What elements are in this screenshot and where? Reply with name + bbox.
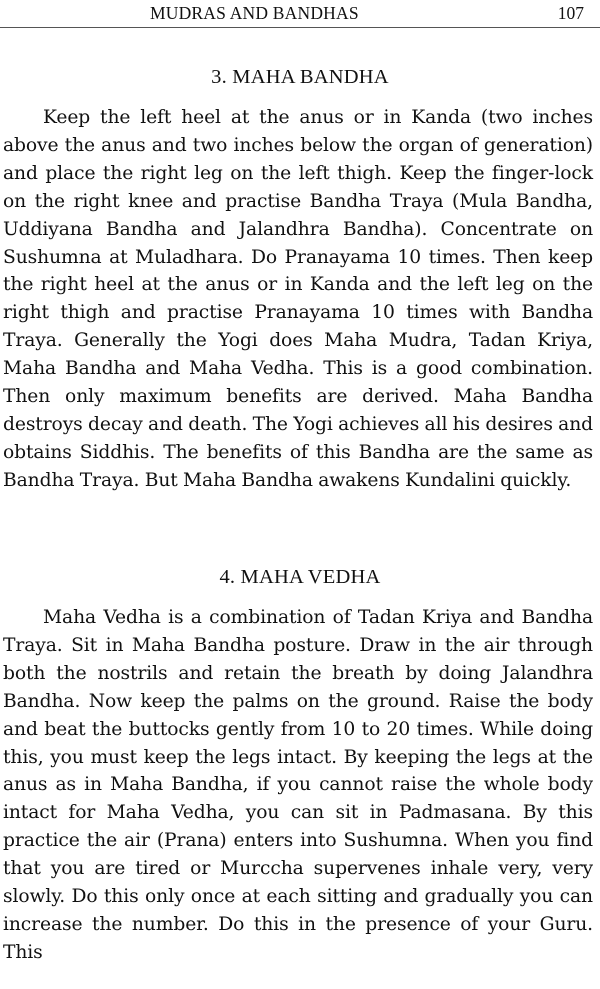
page-number: 107 bbox=[557, 3, 584, 23]
header-rule bbox=[0, 27, 600, 28]
section-title-maha-vedha: 4. MAHA VEDHA bbox=[219, 566, 381, 588]
running-head bbox=[0, 0, 600, 34]
running-title: MUDRAS AND BANDHAS bbox=[150, 3, 359, 23]
section-text-maha-bandha: Keep the left heel at the anus or in Kanda (two inches above the anus and two inches below the organ of generation) and place the right leg on the left thigh. Keep the finger-lock on the right knee and practise Bandha Traya (Mula Bandha, Uddiyana Bandha and Jalandhra Bandha). Concentrate on Sushumna at Muladhara. Do Pranayama 10 times. Then keep the right heel at the anus or in Kanda and the left leg on the right thigh and practise Pranayama 10 times with Bandha Traya. Generally the Yogi does Maha Mudra, Tadan Kriya, Maha Bandha and Maha Vedha. This is a good combination. Then only maximum benefits are derived. Maha Bandha destroys decay and death. The Yogi achieves all his desires and obtains Siddhis. The benefits of this Bandha are the same as Bandha Traya. But Maha Bandha awakens Kundalini quickly. bbox=[3, 107, 593, 491]
section-text-maha-vedha: Maha Vedha is a combination of Tadan Kriya and Bandha Traya. Sit in Maha Bandha posture. Draw in the air through both the nostrils and retain the breath by doing Jalandhra Bandha. Now keep the palms on the ground. Raise the body and beat the buttocks gently from 10 to 20 times. While doing this, you must keep the legs intact. By keeping the legs at the anus as in Maha Bandha, if you cannot raise the whole body intact for Maha Vedha, you can sit in Padmasana. By this practice the air (Prana) enters into Sushumna. When you find that you are tired or Murccha supervenes inhale very, very slowly. Do this only once at each sitting and gradually you can increase the number. Do this in the presence of your Guru. This bbox=[3, 607, 593, 963]
section-title-maha-bandha: 3. MAHA BANDHA bbox=[211, 66, 389, 88]
